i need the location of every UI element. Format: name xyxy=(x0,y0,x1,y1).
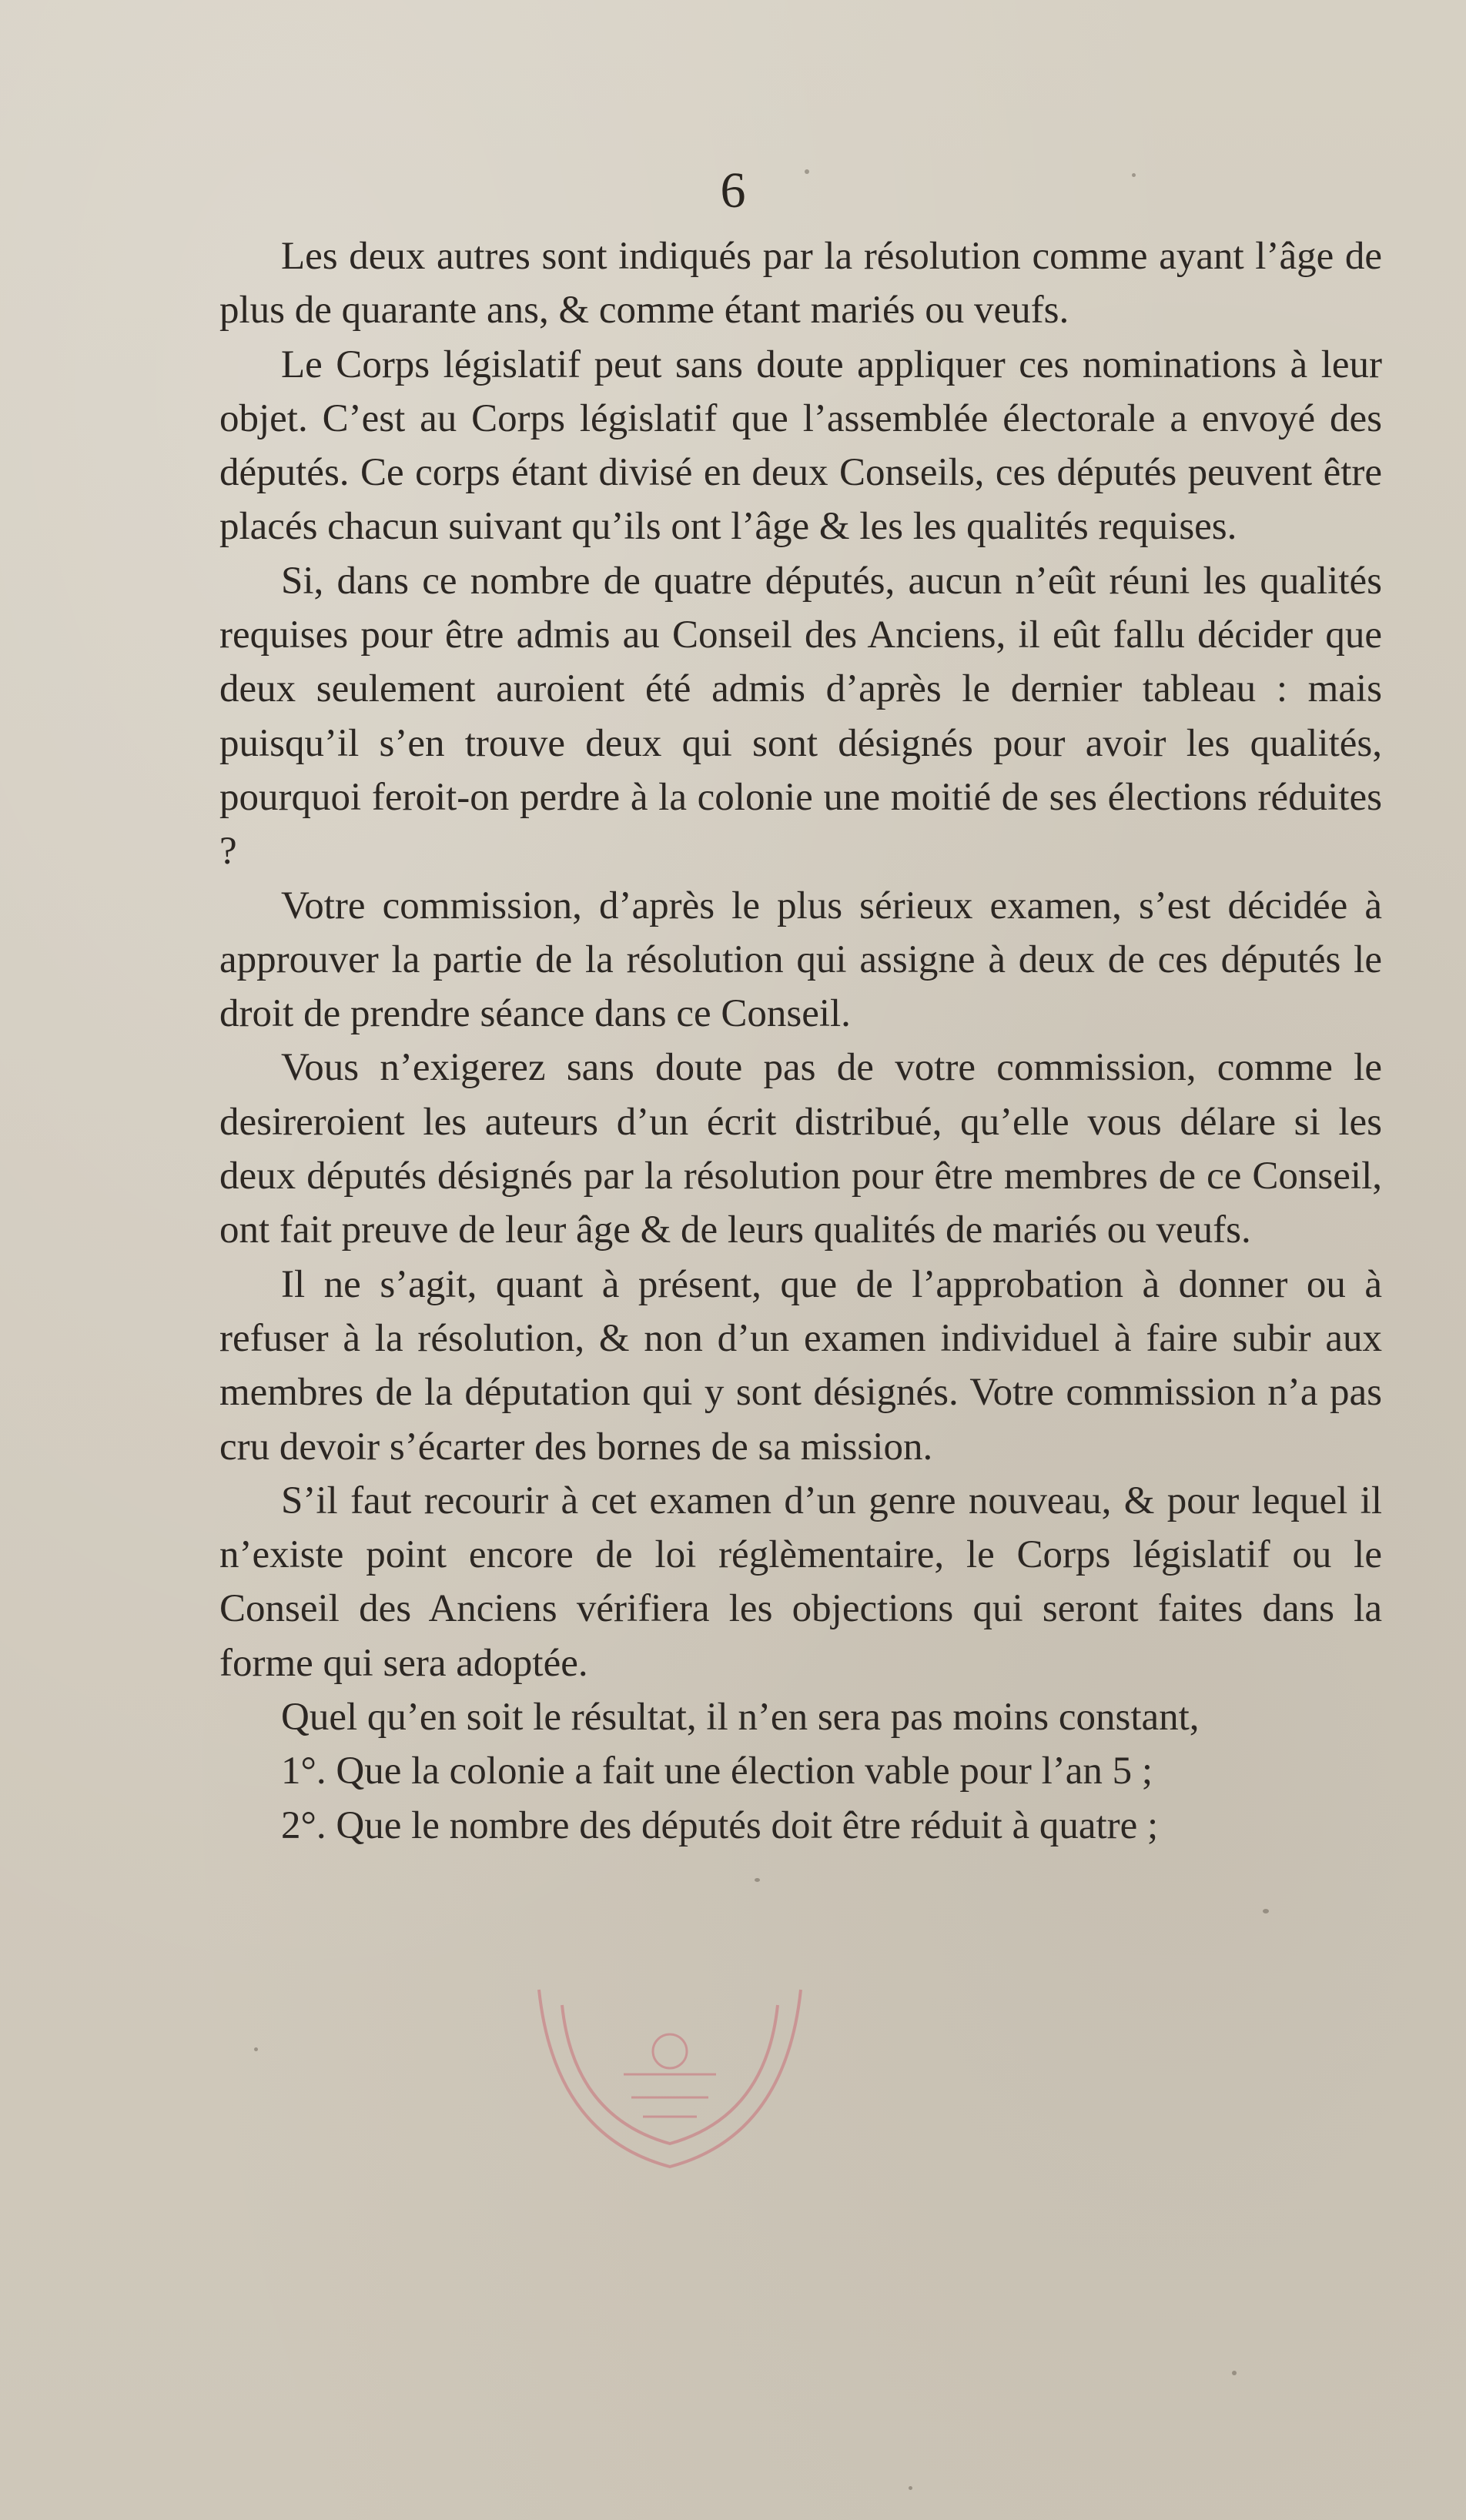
library-stamp xyxy=(508,1959,832,2182)
paper-speck xyxy=(1263,1909,1269,1913)
paragraph-7: S’il faut recourir à cet examen d’un genre nouveau, & pour lequel il n’existe point encore de loi réglèmentaire, le Corps législatif ou le Conseil des Anciens vérifiera les objections qui seront faites dans la forme qui sera adoptée. xyxy=(219,1479,1382,1685)
paper-speck xyxy=(254,2047,258,2051)
paper-speck xyxy=(909,2486,912,2490)
paragraph-2: Le Corps législatif peut sans doute appliquer ces nominations à leur objet. C’est au Corps législatif que l’assemblée électorale a envoyé des députés. Ce corps étant divisé en deux Conseils, ces députés peuvent être placés chacun suivant qu’ils ont l’âge & les les qualités requises. xyxy=(219,343,1382,549)
list-item-1: 1°. Que la colonie a fait une élection vable pour l’an 5 ; xyxy=(281,1750,1153,1793)
paper-speck xyxy=(1132,173,1136,177)
paper-speck xyxy=(755,1878,760,1882)
paragraph-3: Si, dans ce nombre de quatre députés, aucun n’eût réuni les qualités requises pour être admis au Conseil des Anciens, il eût fallu décider que deux seulement auroient été admis d’après le dernier tableau : mais puisqu’il s’en trouve deux qui sont désignés pour avoir les qualités, pourquoi feroit-on perdre à la colonie une moitié de ses élections réduites ? xyxy=(219,559,1382,874)
list-item-2: 2°. Que le nombre des députés doit être réduit à quatre ; xyxy=(281,1803,1159,1847)
paper-speck xyxy=(805,169,809,174)
paragraph-1: Les deux autres sont indiqués par la résolution comme ayant l’âge de plus de quarante ans, & comme étant mariés ou veufs. xyxy=(219,235,1382,333)
paragraph-6: Il ne s’agit, quant à présent, que de l’approbation à donner ou à refuser à la résolution, & non d’un examen individuel à faire subir aux membres de la députation qui y sont désignés. Votre commission n’a pas cru devoir s’écarter des bornes de sa mission. xyxy=(219,1262,1382,1469)
paper-speck xyxy=(1232,2371,1237,2375)
body-text xyxy=(219,229,1382,1853)
paragraph-8: Quel qu’en soit le résultat, il n’en sera pas moins constant, xyxy=(281,1696,1200,1740)
paragraph-4: Votre commission, d’après le plus sérieux examen, s’est décidée à approuver la partie de la résolution qui assigne à deux de ces députés le droit de prendre séance dans ce Conseil. xyxy=(219,884,1382,1036)
paragraph-5: Vous n’exigerez sans doute pas de votre commission, comme le desireroient les auteurs d’un écrit distribué, qu’elle vous délare si les deux députés désignés par la résolution pour être membres de ce Conseil, ont fait preuve de leur âge & de leurs qualités de mariés ou veufs. xyxy=(219,1046,1382,1252)
page-number: 6 xyxy=(720,162,746,219)
